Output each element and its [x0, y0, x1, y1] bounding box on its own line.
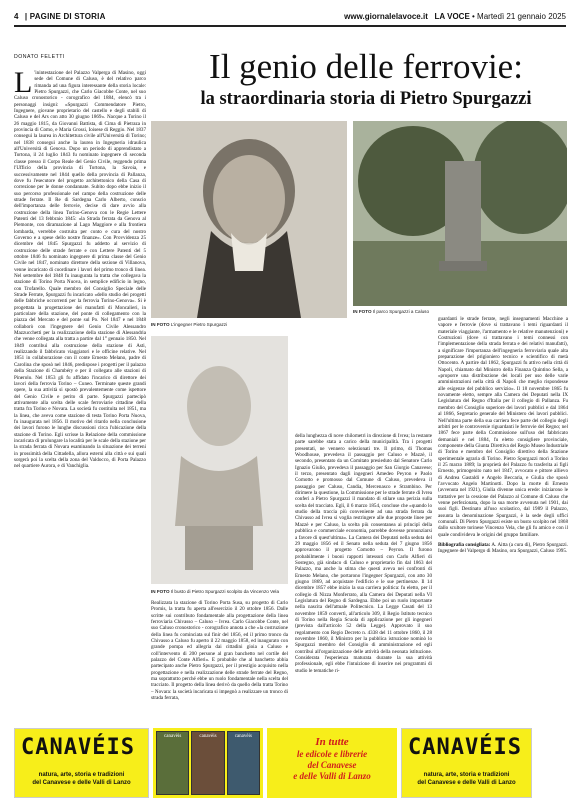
section-label: | PAGINE DI STORIA [22, 11, 106, 21]
page-header [14, 8, 566, 24]
article-column-2 [151, 600, 288, 718]
page-number: 4 [14, 11, 19, 21]
photo-portrait [151, 121, 347, 318]
magazine-cover: canavèis [227, 731, 260, 795]
column-3-text: della lunghezza di nove chilometri in direzione di Ivrea; la restante parte sarebbe stata a carico della municipalità. Tra i progetti presentati, ne vennero selezionati tre. Il primo, di Thomas Woodhouse, prevedeva il passaggio per Caluso e Mazzè, il secondo, presentato da un Comitato presieduto dal Senatore Carlo Ignazio Giulio, prevedeva il passaggio per San Giorgio Canavese; il terzo, presentato dagli ingegneri Amedeo Peyron e Paolo Comotto e promosso dal Comune di Caluso, prevedeva il passaggio per Caluso, Candia, Mercenasco e Strambino. Per dirimere la questione, la Commissione per le strade ferrate di Ivrea conferì a Pietro Spurgazzi il mandato di stilare una perizia sulla scelta del tracciato. Egli, il 6 marzo 1854, concluse che «quando lo studio della traccia più conveniente ad una strada ferrata da Chivasso ad Ivrea si voglia restringere alle due proposte linee per Mazzè e per Caluso, la scelta più consentanea ai principî della pubblica e commerciale economia, parrebbe dovesse pronunziarsi a favore di quest'ultima». La Camera dei Deputati nella seduta del 29 maggio 1856 ed il Senato nella seduta del 7 giugno 1856 approvarono il progetto Comotto – Peyron. Il furono probabilmente i buoni rapporti intessuti con Carlo Alfieri di Sostegno, già sindaco di Caluso e proprietario fin dal 1863 del Palazzo, ma anche la stima che questi aveva nei confronti di Ernesto Melano, che portarono l'ingegner Spurgazzi, con atto 30 giugno 1869, ad acquistare l'edificio e le sue pertinenze. Il 14 dicembre 1857 ebbe inizio la sua carriera politica: fu eletto, per il collegio di Nizza Monferrato, alla Camera dei Deputati nella VI Legislatura del Regno di Sardegna. Ebbe poi un ruolo importante nella nascita dell'attuale Politecnico. La Legge Casati del 13 novembre 1859 convertì, all'articolo 309, il Regio Istituto tecnico di Torino nella Regia Scuola di applicazione per gli ingegneri (prevista dall'articolo 52 della Legge). Approvato il suo regolamento con Regio Decreto n. 4338 del 11 ottobre 1860, il 28 novembre 1860, il Ministro per la pubblica istruzione nominò lo Spurgazzi membro del Consiglio di amministrazione ed egli contribuì all'organizzazione delle attività della neonata istituzione. Considerata l'esperienza maturata durante la sua attività professionale, egli ebbe l'intuizione di inserire nei programmi di studio le tematiche ri- [295, 433, 432, 674]
bibliography-title: Bibliografia consigliata: [438, 542, 491, 549]
issue-date: • Martedì 21 gennaio 2025 [469, 11, 566, 21]
article-column-4 [438, 316, 568, 718]
article-author: DONATO FELETTI [14, 54, 65, 60]
promo-line-4: e delle Valli di Lanzo [293, 771, 371, 781]
article-title: Il genio delle ferrovie: [209, 47, 523, 86]
park-image [353, 121, 567, 306]
brand-tagline: natura, arte, storia e tradizioni del Canavese e delle Valli di Lanzo [417, 772, 516, 786]
paper-name: LA VOCE [434, 11, 470, 21]
promo-line-1: In tutte [315, 736, 349, 748]
drop-cap: L [14, 70, 33, 99]
promo-line-3: del Canavese [307, 760, 357, 770]
bust-image [151, 336, 288, 584]
magazine-cover: canavèis [156, 731, 189, 795]
column-4-text: guardanti le strade ferrate, negli insegnamenti Macchine a vapore e ferrovie (dove si trattavano i temi riguardanti il materiale viaggiante, l'armamento e le relative manutenzioni) e Costruzioni (dove si trattavano i temi connessi con l'implementazione della strada ferrata e dei relativi manufatti), a significare l'importanza dell'ingegneria ferroviaria quale alta preparazione del prigioniero tecnico e scientifico di metà Ottocento. A partire dal 1862, Spurgazzi fu attivo nella città di Napoli, chiamato dal Ministro della Finanza Quintino Sella, a «proporre una distribuzione dei locali per uso delle varie amministrazioni nella città di Napoli che meglio rispondesse alle esigenze del pubblico servizio». Il 18 novembre 1865 fu novamente eletto, sempre alla Camera dei Deputati nella IX Legislatura del Regno d'Italia per il collegio di Pallanza. Fu membro del Consiglio superiore dei lavori pubblici e dal 1864 al 1866, Segretario generale del Ministero dei lavori pubblici. Nell'ultima parte della sua carriera fece parte del collegio degli arbitri per le controversie riguardanti le ferrovie del Regno; nel 1867 fece parte della Commissione sull'uso del fabbricato demaniali e nel 1884, fu eletto consigliere provinciale, componente della Giunta Direttiva del Regio Museo Industriale di Torino e membro del Consiglio direttivo della Stazione sperimentale agraria di Torino. Pietro Spurgazzi morì a Torino il 25 marzo 1889; la proprietà del Palazzo fu trasferita ai figli Ernesto, primogenito nato nel 1847, avvocato e pittore allievo di Andrea Gastaldi e Angelo Beccaria, e Giulia che sposò l'avvocato Angelo Martinotti. Dopo la morte di Ernesto (avvenuta nel 1921), Giulia divenne unica erede: iniziarono le trattative per la cessione del Palazzo al Comune di Caluso che venne perfezionata, dopo la sua morte avvenuta nel 1901, dai suoi figli. Destinato all'uso scolastico, dal 1989 il Palazzo, assunta la denominazione Spurgazzi, è la sede degli uffici comunali. Di Pietro Spurgazzi esiste un busto scolpito nel 1868 dallo scultore torinese Vincenzo Vela, che gli fu amico e con il quale condivideva le origini del gruppo familiare. [438, 316, 568, 538]
advert-brand-left[interactable] [14, 728, 149, 798]
column-1-text: 'inintestazione del Palazzo Valperga di Masino, oggi sede del Comune di Caluso, è del relativo parco rimanda ad una figura interessante della storia locale: Pietro Spurgazzi, che Carlo Giacobbe Conte, nel suo Caluso cronostorico - corografico del 1884, elencò tra i personaggi insigni: «Spurgazzi Commendatore Pietro, Ingegnere, giovane proprietario del castello e degli stabili di Caluso e del Ars con atto 30 giugno 1869». Nacque a Torino il 26 maggio 1815, da Giovanni Battista, di Cima di Pietraza in provincia di Como, e Maria Grossi, Ioisese di Reggio. Nel 1837 conseguì la laurea in Architettura civile all'Università di Torino; nel 1838 conseguì anche la laurea in Ingegneria idraulica all'Università di Genova. Dopo un periodo di apprendistato a Tortona, il 24 luglio 1843 fu nominato ingegnere di seconda classe presso il Corpo Reale del Genio Civile, reggendo prima l'Ufficio della provincia di Tortona, la Savoia, e successivamente nel 1844 quello della provincia di Pallanza, dove fu l'esecutore del progetto architettonico della Casa di correzione per le donne condannate. Subito dopo ebbe inizio il suo percorso professionale nel campo della costruzione delle strade ferrate. Il Re di Sardegna Carlo Alberto, conscio dell'importanza delle ferrovie, decise di dare avvio alla costruzione della linea Torino-Genova con le Regie Lettere Patenti del 13 febbraio 1845: «la Strada ferrata da Genova al Piemonte, con diramazione al Lago Maggiore e alla frontiera lombarda, verrebbe costruita per conto e cura del nostro Governo e a spese dello nostre finanze». Con Provvidenza 25 dicembre del 1845 Spurgazzi fu addetto al servizio di costruzione delle strade ferrate e con Lettere Patenti del 5 ottobre 1846 fu nominato ingegnere di prima classe del Genio Civile nel 1847, nominato direttore della sezione di Villanova, venne incaricato di coordinare i lavori del primo tronco di linea. Nel settembre del 1848 fu inaugurata la tratta che collegava la stazione di Torino Porta Nuova, in semplice edificio in legno, con Trofarello. Quale membro del Consiglio Speciale delle Strade Ferrate, Spurgazzi fu incaricato «dello studio dei progetti delle fabbriche occorrenti per la ferrovia Torino-Genova». Si è progettata la progettazione dei manufatti di Moncalieri, in particolare della stazione, del ponte di collegamento con la piazza del Mercato e del ponte sul Po. Nel 1847 e nel 1848 collaborò con l'ingegnere del Genio Civile Alessandro Mazzucchetti per la realizzazione della stazione di Alessandria che venne collegata alla tratta a partire dal 1° gennaio 1850. Nel 1849 contribuì alla costruzione della stazione di Asti, realizzando il fabbricato viaggiatori e le officine relative. Nel 1851 in collaborazione con il conte Ernesto Melano, padre di Carolina che sposò nel 1846, predispose i progetti per il palazzo della Stazione di Chambéry e per il collegato alle stazioni di Pinerolo. Nel 1853 gli fu affidato l'incarico di direttore dei lavori della ferrovia Torino – Cuneo. Terminate queste grandi opere, la sua attività si spostò prevalentemente come ispettore del Genio Civile e perito di parte. Spurgazzi partecipò attivamente alla scelta delle scale ferroviarie cittadine della tratta fra Torino e Novara. La società fu costituita nel 1851, ma la linea, che aveva come stazione di testa Torino Porta Nuova, fu inaugurata nel 1856. Il motivo del ritardo nella conclusione dei lavori furono le lunghe discussioni circa l'ubicazione della stazione di Torino. Egli scrisse la Relazione della commissione incaricata di prolungare la località per le scale della stazione per la strada ferrata di Novara esaminando la situazione dei terreni in prossimità della Cittadella, allora esterni alla città e sui quali sorgerà poi la scelta della zona del Valdocco, di Porta Palazzo nel quartiere Aurora, e di Vanchiglia. [14, 70, 146, 470]
photo-bust [151, 336, 288, 584]
bust-caption: IN FOTO Il busto di Pietro Spurgazzi scolpito da Vincenzo Vela [151, 589, 280, 594]
magazine-cover: canavèis [191, 731, 224, 795]
promo-line-2: le edicole e librerie [296, 749, 368, 759]
canaveis-logo: CANAVÉIS [21, 735, 135, 760]
portrait-caption: IN FOTO L'ingegner Pietro Spurgazzi [151, 322, 228, 327]
masthead-right [344, 12, 566, 21]
advert-brand-right[interactable] [401, 728, 532, 798]
bibliography-text: A. Aitta (a cura di), Pietro Spurgazzi. Ingegnere del Valpergo di Masino, ora Spurgazzi, Caluso 1995. [438, 542, 568, 555]
advert-strip [14, 728, 568, 798]
article-column-1 [14, 70, 146, 718]
photo-park [353, 121, 567, 306]
site-link[interactable]: www.giornalelavoce.it [344, 11, 428, 21]
canaveis-logo: CANAVÉIS [408, 735, 522, 760]
article-subtitle: la straordinaria storia di Pietro Spurgazzi [200, 89, 532, 109]
article-column-3 [295, 433, 432, 718]
brand-tagline: natura, arte, storia e tradizioni del Canavese e delle Valli di Lanzo [32, 772, 131, 786]
park-caption: IN FOTO Il parco Spurgazzi a Caluso [353, 309, 429, 314]
advert-promo[interactable] [267, 728, 397, 798]
header-rule [14, 25, 566, 27]
column-2-text: Realizzata la stazione di Torino Porta Susa, su progetto di Carlo Promis, la tratta fu aperta all'esercizio il 20 ottobre 1856. Dalle scritte sui contributo fondamentale alla progettazione della linea ferroviaria Chivasso – Caluso – Ivrea. Carlo Giacobbe Conte, nel suo Caluso cronostorico - corografico annota a che «la costruzione della linea fu cominciata sul finir del 1856, ed il primo tronco da Chivasso a Caluso fu aperto il 22 maggio 1858, ed inaugurato con grande pompa ed allegria dai cittadini gioia a Caluso e coll'intervento di 200 persone al gran banchetto nel cortile del palazzo del Conte Alfieri». E probabile che al banchetto abbia partecipato anche Pietro Spurgazzi, per il prestigio acquisito nella progettazione e nella realizzazione delle strade ferrate del Regno, ma soprattutto perché ebbe un ruolo fondamentale nella scelta del tracciato. Il progetto della linea derivò da quello della tratta Torino – Novara: la società incaricata si impegnò a realizzare un tronco di strada ferrata, [151, 600, 288, 702]
advert-covers-left[interactable] [153, 728, 263, 798]
portrait-image [151, 121, 347, 318]
